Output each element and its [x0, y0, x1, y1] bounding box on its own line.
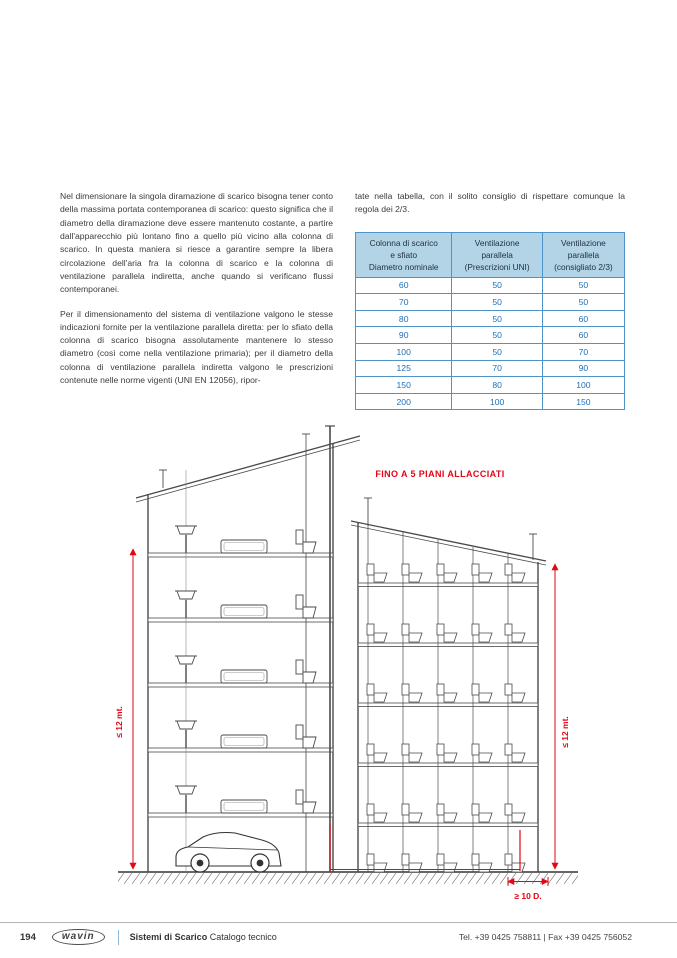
table-row — [356, 327, 625, 344]
wavin-logo: wavin — [52, 929, 105, 945]
ventilation-table — [355, 232, 625, 411]
table-cell: 90 — [542, 360, 624, 377]
table-cell: 50 — [452, 277, 542, 294]
table-cell: 60 — [542, 327, 624, 344]
table-cell: 100 — [542, 377, 624, 394]
footer-contact: Tel. +39 0425 758811 | Fax +39 0425 756052 — [458, 932, 632, 942]
table-cell: 100 — [356, 344, 452, 361]
left-text-column — [60, 190, 333, 398]
table-cell: 125 — [356, 360, 452, 377]
table-cell: 50 — [542, 294, 624, 311]
footer-title-regular: Catalogo tecnico — [207, 932, 277, 942]
footer-divider-line — [0, 922, 677, 923]
footer-title — [130, 932, 277, 942]
table-cell: 50 — [542, 277, 624, 294]
table-cell: 80 — [356, 310, 452, 327]
paragraph-ventilation: Per il dimensionamento del sistema di ventilazione valgono le stesse indicazioni fornite per la ventilazione parallela diretta: per lo sfiato della colonna di scarico bisogna assolutamente mantenere lo stesso diametro (così come nella ventilazione primaria); per il diametro della colonna di ventilazione parallela indiretta valgono le prescrizioni contenute nelle norme vigenti (UNI EN 12056), ripor- — [60, 308, 333, 386]
right-text-column — [355, 190, 625, 410]
table-header-cell: Ventilazione parallela (Prescrizioni UNI) — [452, 232, 542, 277]
table-header-cell: Ventilazione parallela (consigliato 2/3) — [542, 232, 624, 277]
table-cell: 100 — [452, 393, 542, 410]
ventilation-table-body — [356, 277, 625, 410]
table-cell: 60 — [356, 277, 452, 294]
bathtub-fixtures — [221, 540, 267, 813]
table-cell: 50 — [452, 327, 542, 344]
page-number: 194 — [20, 931, 36, 943]
diagram-title: FINO A 5 PIANI ALLACCIATI — [375, 469, 505, 479]
table-row — [356, 294, 625, 311]
building-section-diagram — [68, 422, 628, 914]
table-cell: 60 — [542, 310, 624, 327]
car — [176, 833, 281, 873]
table-cell: 70 — [542, 344, 624, 361]
table-row — [356, 344, 625, 361]
table-row — [356, 377, 625, 394]
footer-logo-divider — [118, 930, 119, 945]
paragraph-table-intro: tate nella tabella, con il solito consiglio di rispettare comunque la regola dei 2/3. — [355, 191, 625, 215]
table-cell: 200 — [356, 393, 452, 410]
table-row — [356, 393, 625, 410]
footer — [20, 929, 632, 945]
table-cell: 90 — [356, 327, 452, 344]
table-row — [356, 360, 625, 377]
table-cell: 70 — [356, 294, 452, 311]
dimension-right — [555, 564, 570, 869]
dimension-left-label: ≤ 12 mt. — [114, 706, 124, 738]
table-header-cell: Colonna di scarico e sfiato Diametro nominale — [356, 232, 452, 277]
paragraph-sizing: Nel dimensionare la singola diramazione di scarico bisogna tener conto della massima portata contemporanea di scarico: questo significa che il diametro della diramazione deve essere mantenuto costante, a partire dall'apparecchio più lontano fino a quello più vicino alla colonna di scarico. In questa maniera si riesce a garantire sempre la libera circolazione dell'aria fra la colonna di scarico e la colonna di ventilazione parallela indiretta, anche quando si verificano flussi contemporanei. — [60, 191, 333, 295]
table-cell: 70 — [452, 360, 542, 377]
ventilation-table-head — [356, 232, 625, 277]
table-row — [356, 277, 625, 294]
footer-title-bold: Sistemi di Scarico — [129, 932, 208, 942]
table-cell: 50 — [452, 344, 542, 361]
dimension-bottom-label: ≥ 10 D. — [514, 891, 542, 901]
table-cell: 150 — [542, 393, 624, 410]
ground-line — [118, 872, 578, 884]
table-row — [356, 310, 625, 327]
dimension-right-label: ≤ 12 mt. — [560, 716, 570, 748]
table-cell: 80 — [452, 377, 542, 394]
dimension-left — [114, 549, 133, 869]
table-cell: 50 — [452, 310, 542, 327]
table-cell: 150 — [356, 377, 452, 394]
table-cell: 50 — [452, 294, 542, 311]
